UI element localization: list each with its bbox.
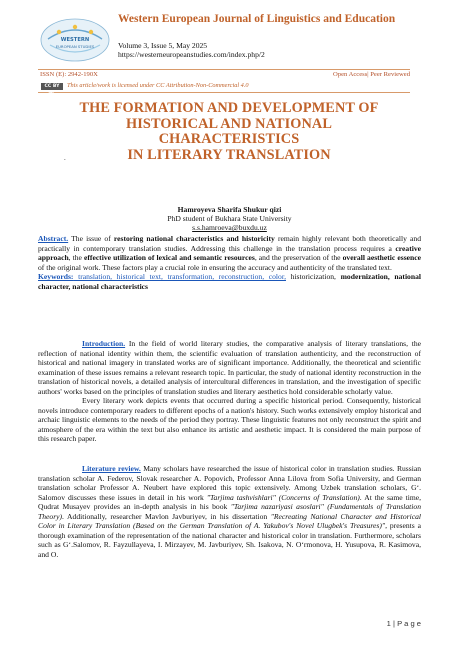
literature-heading: Literature review.: [82, 464, 141, 473]
introduction-text: In the field of world literary studies, the comparative analysis of literary translations, the reflection of national identity within them, the scientific evaluation of translation authenticity, and the reconstruction of historical and national imagery in translated works are of significant importance. Additionally, the theoretical and scientific examination of these issues remains a relevant research topic. In particular, the study of national identity reconstruction in the translation of historical novels, a detailed analysis of intercultural differences in translation, and the investigation of specific authors' works based on the principles of translation studies and literary aesthetics hold considerable scholarly value.: [38, 339, 421, 396]
abstract-bold: restoring national characteristics and historicity: [113, 234, 275, 243]
stray-dot: .: [64, 154, 66, 162]
abstract-heading: Abstract.: [38, 234, 69, 243]
journal-url[interactable]: https://westerneuropeanstudies.com/index.php/2: [118, 50, 265, 59]
keywords-heading: Keywords:: [38, 272, 74, 282]
author-email[interactable]: s.s.hamroeva@buxdu.uz: [192, 223, 267, 233]
abstract-text: , the: [68, 253, 85, 263]
literature-text: Many scholars have researched the issue of historical color in translation studies. Russian translation scholar A. Federov, Slovak researcher A. Popovich, Professor Anna Lilova from Sofia University, and German translation scholar Professor A. Neubert have explored this topic extensively. Among Uzbek translation scholars, G‘. Salomov discusses these issues in detail in his work: [38, 464, 421, 502]
issn-bar: [38, 71, 410, 81]
literature-text: , presents a thorough examination of the representation of the national character and historical color in translation. Furthermore, scholars such as G‘.Salomov, R. Fayzullayeva, I. Mirzayev, M. Javburiyev, Sh. Isakova, N. O‘rmonova, H. Yusupova, R. Kasimova, and O.: [38, 521, 421, 559]
title-line: HISTORICAL AND NATIONAL: [126, 115, 332, 132]
author-name: Hamroyeva Sharifa Shukur qizi: [177, 205, 282, 214]
journal-header: [38, 13, 410, 70]
abstract-section: [38, 234, 421, 291]
logo-text-top: WESTERN: [60, 37, 90, 43]
introduction-paragraph-2: Every literary work depicts events that occurred during a specific historical period. Consequently, historical novels introduce contemporary readers to different epochs of a nation's history. Such works extensively employ historical and archaic linguistic elements to the needs of the period they portray. These linguistic features not only reconstruct the spirit and atmosphere of the era within the text but also enhance its artistic and aesthetic impact. It is considered the main purpose of this research paper.: [38, 396, 421, 444]
keywords-bold: modernization, national character, national characteristics: [38, 272, 421, 291]
abstract-paragraph: [38, 234, 421, 272]
literature-text: . Additionally, researcher Mavlon Javburiyev, in his dissertation: [62, 511, 271, 521]
literature-paragraph: [38, 464, 421, 559]
abstract-text: of the original work. These factors play a crucial role in ensuring the accuracy and authenticity of the translated text.: [38, 262, 392, 272]
introduction-section: [38, 339, 421, 444]
journal-title: Western European Journal of Linguistics and Education: [118, 13, 396, 25]
abstract-bold: creative approach: [38, 243, 421, 263]
citation-italic: "Tarjima nazariyasi asoslari" (Fundamentals of Translation Theory): [38, 502, 421, 521]
issn: ISSN (E): 2942-190X: [40, 71, 98, 78]
access-label: Open Access| Peer Reviewed: [333, 71, 410, 78]
license-text: This article/work is licensed under CC Attribution-Non-Commercial 4.0: [67, 82, 249, 89]
title-line: THE FORMATION AND DEVELOPMENT OF: [79, 100, 379, 116]
keywords-paragraph: [38, 272, 421, 291]
paper-title: [40, 101, 418, 163]
license-line: [38, 82, 410, 96]
literature-section: [38, 464, 421, 559]
citation-italic: "Tarjima tashvishlari" (Concerns of Translation): [206, 492, 360, 502]
author-block: [38, 205, 421, 233]
cc-license-icon[interactable]: CC BY NC: [41, 83, 63, 90]
abstract-text: , and the preservation of the: [254, 253, 343, 263]
title-line: CHARACTERISTICS: [158, 131, 300, 148]
author-affiliation: PhD student of Bukhara State University: [167, 214, 292, 224]
keyword-links[interactable]: translation, historical text, transformation, reconstruction, color,: [73, 272, 286, 282]
title-line: IN LITERARY TRANSLATION: [127, 146, 331, 163]
logo-text-bottom: EUROPEAN STUDIES: [55, 44, 95, 49]
citation-italic: "Recreating National Character and Historical Color in Literary Translation (Based on the German Translation of A. Yakubov's Novel Ulugbek's Treasures)": [38, 511, 421, 531]
abstract-text: remain highly relevant both theoretically and practically in contemporary translation studies. Addressing this challenge in the translation process requires a: [38, 234, 422, 253]
abstract-text: The issue of: [68, 234, 114, 243]
keywords-text: historicization,: [285, 272, 341, 282]
abstract-bold: effective utilization of lexical and semantic resources: [84, 253, 255, 263]
literature-text: . At the same time, Qudrat Musayev provides an in-depth analysis in his book: [38, 492, 421, 512]
volume-info: Volume 3, Issue 5, May 2025: [118, 41, 208, 50]
journal-logo: [38, 15, 112, 65]
introduction-heading: Introduction.: [82, 339, 126, 348]
abstract-bold: overall aesthetic essence: [342, 253, 421, 263]
page-number: 1 | P a g e: [386, 619, 421, 628]
introduction-paragraph: [38, 339, 421, 396]
